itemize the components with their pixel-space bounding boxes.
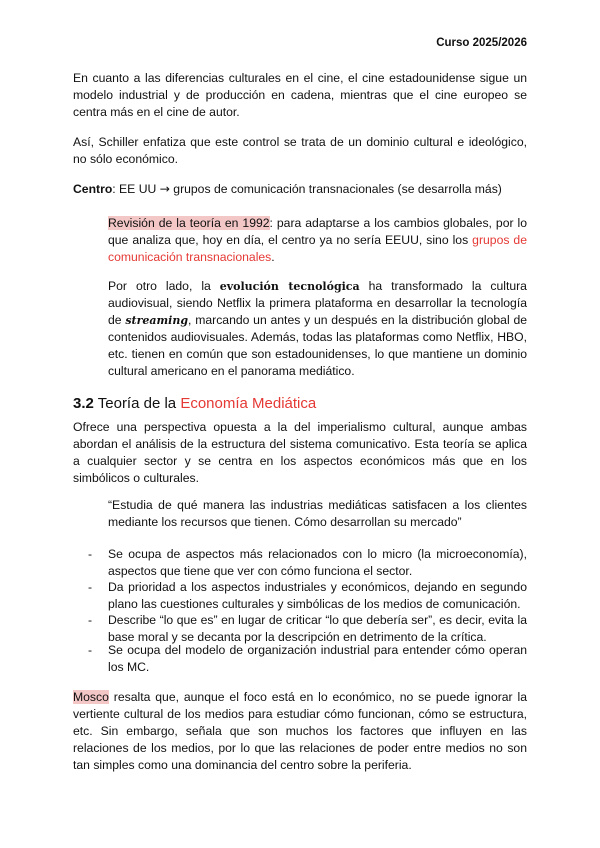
bullet-marker: - [88,613,93,627]
list-item: Se ocupa de aspectos más relacionados con lo micro (la microeconomía), aspectos que tiene que ver con cómo funciona el sector. [108,547,527,578]
mosco-highlight: Mosco [73,690,109,704]
otro-bold-evolucion: evolución tecnológica [219,280,360,293]
revision-highlight: Revisión de la teoría en 1992 [108,216,270,230]
bullet-marker: - [88,580,93,594]
centro-rest: grupos de comunicación transnacionales (se desarrolla más) [169,182,502,196]
otro-text-3: , marcando un antes y un después en la distribución global de contenidos audiovisuales. Además, todas las plataformas como Netflix, HBO, etc. tienen en común que son estadounidenses, lo que mantiene un dominio cultural americano en el panorama mediático. [108,313,527,378]
section-number: 3.2 [73,395,94,412]
revision-end: . [271,250,275,264]
otro-bold-streaming: streaming [125,314,189,327]
list-item: Se ocupa del modelo de organización industrial para entender cómo operan los MC. [108,643,527,674]
otro-text-2: ha transformado la cultura audiovisual, siendo Netflix la primera plataforma en desarrollar la tecnología de [108,279,527,327]
paragraph-cinema: En cuanto a las diferencias culturales en el cine, el cine estadounidense sigue un modelo industrial y de producción en cadena, mientras que el cine europeo se centra más en el cine de autor. [73,71,527,119]
paragraph-revision [108,215,527,266]
bullet-marker: - [88,547,93,561]
section-title-red: Economía Mediática [180,395,317,412]
centro-colon: : EE UU [112,182,160,196]
paragraph-centro [73,181,527,198]
section-title: Teoría de la [93,395,181,412]
mosco-text: resalta que, aunque el foco está en lo económico, no se puede ignorar la vertiente cultural de los medios para estudiar cómo funcionan, cómo se estructura, etc. Sin embargo, señala que son muchos los factores que influyen en las relaciones de los medios, por lo que las relaciones de poder entre medios no son tan simples como una dominancia del centro sobre la periferia. [73,690,527,772]
revision-red-text: grupos de comunicación transnacionales [108,233,527,264]
list-item: Describe “lo que es” en lugar de criticar “lo que debería ser”, es decir, evita la base moral y se decanta por la descripción en detrimento de la crítica. [108,613,527,644]
list-item: Da prioridad a los aspectos industriales y económicos, dejando en segundo plano las cuestiones culturales y simbólicas de los medios de comunicación. [108,580,527,611]
paragraph-evolucion [108,278,527,380]
quote-block: “Estudia de qué manera las industrias mediáticas satisfacen a los clientes mediante los recursos que tienen. Cómo desarrollan su mercado” [108,498,527,529]
paragraph-schiller: Así, Schiller enfatiza que este control se trata de un dominio cultural e ideológico, no sólo económico. [73,135,527,166]
paragraph-economia: Ofrece una perspectiva opuesta a la del imperialismo cultural, aunque ambas abordan el análisis de la estructura del sistema comunicativo. Esta teoría se aplica a cualquier sector y se centra en los aspectos económicos más que en los simbólicos o culturales. [73,420,527,485]
course-header: Curso 2025/2026 [436,37,527,49]
centro-label: Centro [73,182,113,196]
otro-text-1: Por otro lado, la [108,279,220,293]
paragraph-mosco [73,689,527,774]
revision-text: : para adaptarse a los cambios globales, por lo que analiza que, hoy en día, el centro ya no sería EEUU, sino los [108,216,528,247]
bullet-marker: - [88,643,93,657]
arrow-icon: → [159,182,170,196]
section-heading [73,394,316,414]
